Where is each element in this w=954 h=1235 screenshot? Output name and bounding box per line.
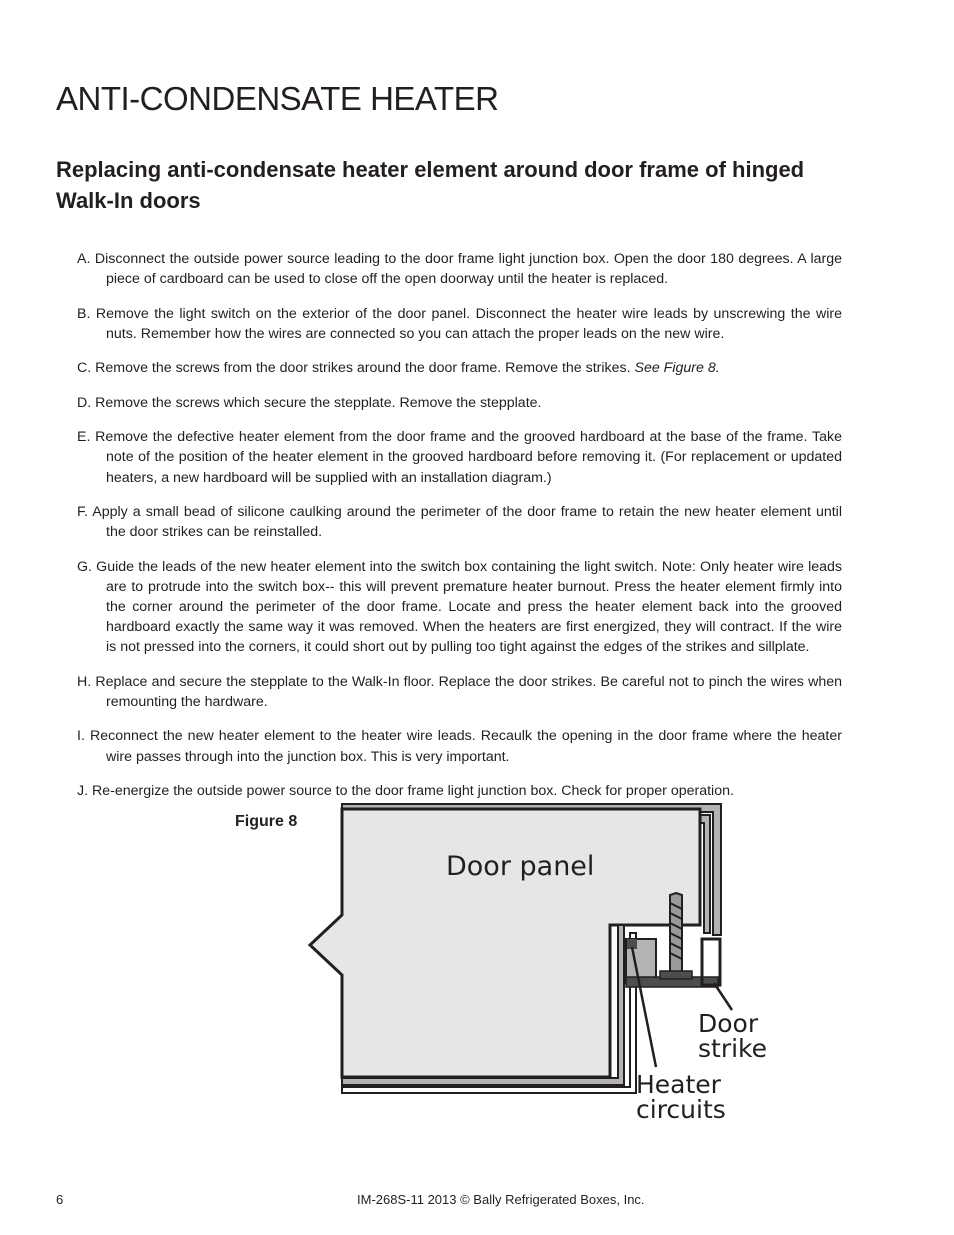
step-e bbox=[77, 427, 842, 488]
door-frame-diagram bbox=[300, 795, 780, 1130]
screw-head bbox=[660, 971, 692, 979]
heater-circuits-label-line2: circuits bbox=[636, 1095, 726, 1124]
step-h bbox=[77, 672, 842, 712]
footer-document-id: IM-268S-11 2013 © Bally Refrigerated Boxes, Inc. bbox=[357, 1192, 645, 1207]
door-strike-label-line2: strike bbox=[698, 1034, 768, 1063]
door-strike-pointer bbox=[714, 983, 732, 1010]
step-text: F. Apply a small bead of silicone caulking around the perimeter of the door frame to retain the new heater element until the door strikes can be reinstalled. bbox=[77, 503, 842, 541]
step-f bbox=[77, 502, 842, 542]
step-text: J. Re-energize the outside power source to the door frame light junction box. Check for proper operation. bbox=[77, 782, 734, 799]
step-c bbox=[77, 358, 842, 378]
step-d bbox=[77, 393, 842, 413]
step-text: H. Replace and secure the stepplate to the Walk-In floor. Replace the door strikes. Be careful not to pinch the wires when remounting the hardware. bbox=[77, 673, 842, 710]
page-title: ANTI-CONDENSATE HEATER bbox=[56, 80, 499, 117]
step-text: I. Reconnect the new heater element to the heater wire leads. Recaulk the opening in the door frame where the heater wire passes through into the junction box. This is very important. bbox=[77, 728, 842, 765]
step-text: E. Remove the defective heater element from the door frame and the grooved hardboard at the base of the frame. Take note of the position of the heater element in the grooved hardboard before removing it. (For replacement or updated heaters, a new hardboard will be supplied with an installation diagram.) bbox=[77, 429, 842, 486]
step-text: A. Disconnect the outside power source leading to the door frame light junction box. Open the door 180 degrees. A large piece of cardboard can be used to close off the open doorway until the heater is replaced. bbox=[77, 251, 842, 288]
step-a bbox=[77, 249, 842, 289]
door-strike-label-line1: Door bbox=[698, 1009, 759, 1038]
step-text: G. Guide the leads of the new heater element into the switch box containing the light switch. Note: Only heater wire leads are to protrude into the switch box-- this will prevent premature heater burnout. Press the heater element firmly into the corner around the perimeter of the door frame. Locate and press the heater element back into the grooved hardboard exactly the same way it was removed. When the heaters are first energized, they will contract. If the wire is not pressed into the corners, it could short out by pulling too tight against the edges of the strikes and sillplate. bbox=[77, 558, 842, 656]
section-heading: Replacing anti-condensate heater element around door frame of hinged Walk-In doors bbox=[56, 157, 805, 213]
step-b bbox=[77, 304, 842, 344]
heater-circuits-label-line1: Heater bbox=[636, 1070, 721, 1099]
step-text: C. Remove the screws from the door strikes around the door frame. Remove the strikes. bbox=[77, 360, 635, 377]
figure-reference: See Figure 8. bbox=[634, 360, 720, 377]
door-panel-label: Door panel bbox=[446, 851, 595, 882]
figure-caption: Figure 8 bbox=[235, 813, 298, 830]
step-text: B. Remove the light switch on the exterior of the door panel. Disconnect the heater wire leads by unscrewing the wire nuts. Remember how the wires are connected so you can attach the proper leads on the new wire. bbox=[77, 305, 842, 342]
step-g bbox=[77, 557, 842, 658]
step-i bbox=[77, 726, 842, 766]
page-number: 6 bbox=[56, 1192, 64, 1207]
instruction-list bbox=[77, 235, 842, 811]
step-text: D. Remove the screws which secure the stepplate. Remove the stepplate. bbox=[77, 394, 542, 411]
